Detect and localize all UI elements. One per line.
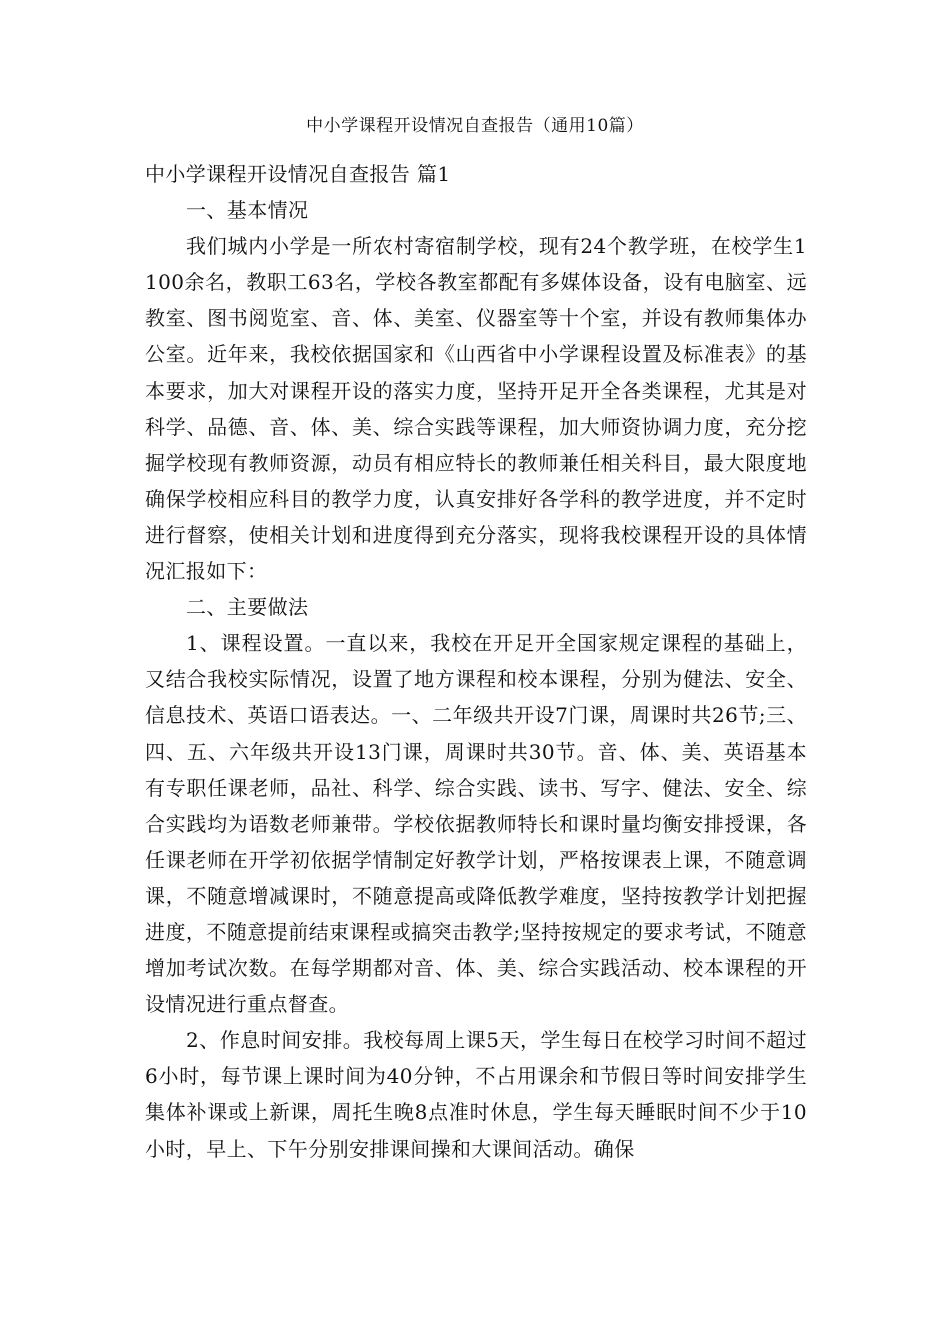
paragraph-basic-situation: 我们城内小学是一所农村寄宿制学校，现有24个教学班，在校学生1100余名，教职工63名，学校各教室都配有多媒体设备，设有电脑室、远教室、图书阅览室、音、体、美室、仪器室等十个室，并设有教师集体办公室。近年来，我校依据国家和《山西省中小学课程设置及标准表》的基本要求，加大对课程开设的落实力度，坚持开足开全各类课程，尤其是对科学、品德、音、体、美、综合实践等课程，加大师资协调力度，充分挖掘学校现有教师资源，动员有相应特长的教师兼任相关科目，最大限度地确保学校相应科目的教学力度，认真安排好各学科的教学进度，并不定时进行督察，使相关计划和进度得到充分落实，现将我校课程开设的具体情况汇报如下： bbox=[145, 234, 807, 584]
paragraph-course-setting: 1、课程设置。一直以来，我校在开足开全国家规定课程的基础上，又结合我校实际情况，设置了地方课程和校本课程，分别为健法、安全、信息技术、英语口语表达。一、二年级共开设7门课，周课时共26节;三、四、五、六年级共开设13门课，周课时共30节。音、体、美、英语基本有专职任课老师，品社、科学、综合实践、读书、写字、健法、安全、综合实践均为语数老师兼带。学校依据教师特长和课时量均衡安排授课，各任课老师在开学初依据学情制定好教学计划，严格按课表上课，不随意调课，不随意增减课时，不随意提高或降低教学难度，坚持按教学计划把握进度，不随意提前结束课程或搞突击教学;坚持按规定的要求考试，不随意增加考试次数。在每学期都对音、体、美、综合实践活动、校本课程的开设情况进行重点督查。 bbox=[145, 631, 807, 1017]
document-title: 中小学课程开设情况自查报告（通用10篇） bbox=[306, 116, 644, 136]
section-heading-main-practices: 二、主要做法 bbox=[186, 595, 309, 620]
paragraph-schedule: 2、作息时间安排。我校每周上课5天，学生每日在校学习时间不超过6小时，每节课上课时间为40分钟，不占用课余和节假日等时间安排学生集体补课或上新课，周托生晚8点准时休息，学生每天睡眠时间不少于10小时，早上、下午分别安排课间操和大课间活动。确保 bbox=[145, 1028, 807, 1161]
article-heading: 中小学课程开设情况自查报告 篇1 bbox=[145, 162, 451, 186]
document-body bbox=[145, 156, 807, 1167]
section-heading-basic-situation: 一、基本情况 bbox=[186, 198, 309, 223]
